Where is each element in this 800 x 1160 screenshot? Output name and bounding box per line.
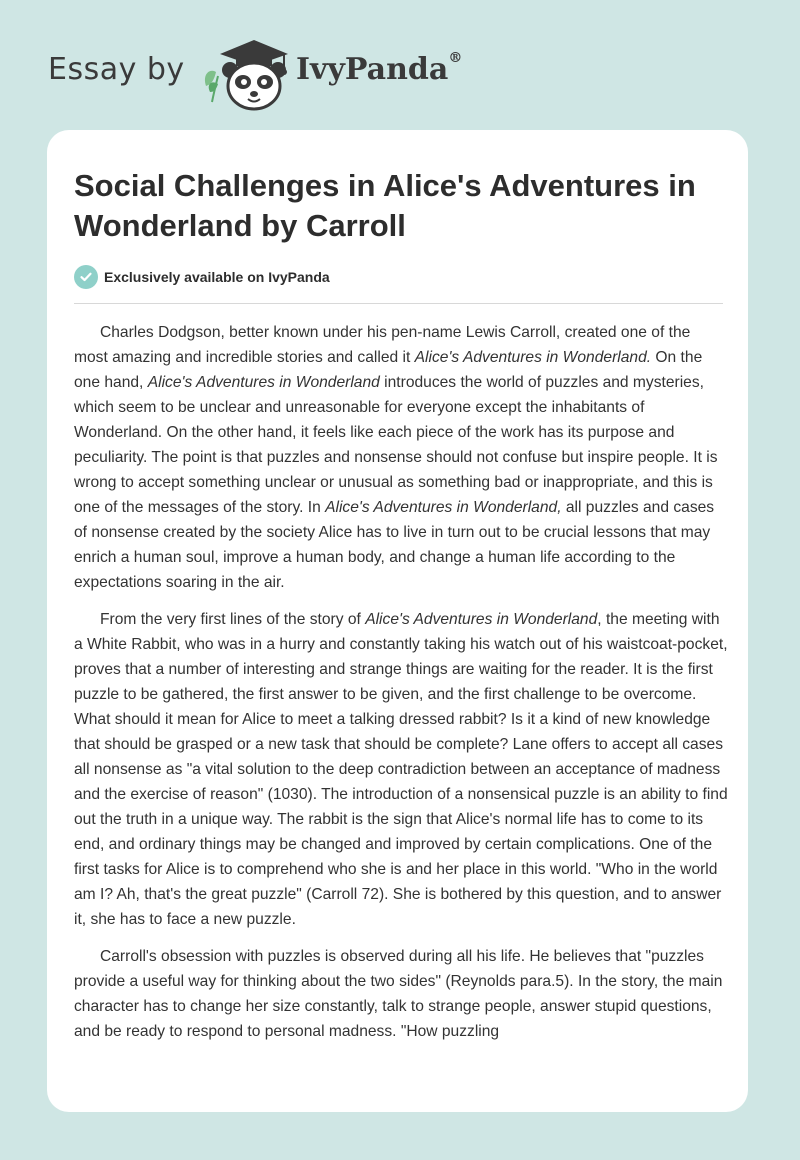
page-title: Social Challenges in Alice's Adventures in Wonderland by Carroll xyxy=(74,168,696,243)
site-header xyxy=(0,0,800,125)
check-circle-icon xyxy=(74,265,98,289)
essay-paragraph xyxy=(74,944,728,1044)
panda-graduate-icon xyxy=(200,36,292,112)
badge-text: Exclusively available on IvyPanda xyxy=(104,269,330,285)
italic-title-text: Alice's Adventures in Wonderland, xyxy=(325,499,562,516)
paragraph-text: , the meeting with a White Rabbit, who was in a hurry and constantly taking his watch out of his waistcoat-pocket, proves that a number of interesting and strange things are waiting for the reader. It is the first puzzle to be gathered, the first answer to be given, and the first challenge to be overcome. What should it mean for Alice to meet a talking dressed rabbit? Is it a kind of new knowledge that should be grasped or a new task that should be complete? Lane offers to accept all cases all nonsense as "a vital solution to the deep contradiction between an acceptance of madness and the exercise of reason" (1030). The introduction of a nonsensical puzzle is an ability to find out the truth in a unique way. The rabbit is the sign that Alice's normal life has to come to its end, and ordinary things may be changed and improved by certain complications. One of the first tasks for Alice is to comprehend who she is and her place in this world. "Who in the world am I? Ah, that's the great puzzle" (Carroll 72). She is bothered by this question, and to answer it, she has to face a new puzzle. xyxy=(74,611,728,928)
brand-name: IvyPanda® xyxy=(296,50,463,87)
paragraph-text: On the one hand, xyxy=(74,349,703,391)
essay-by-label: Essay by xyxy=(48,52,185,87)
exclusive-badge xyxy=(74,264,330,290)
essay-paragraph xyxy=(74,607,728,932)
italic-title-text: Alice's Adventures in Wonderland. xyxy=(414,349,652,366)
essay-paragraph xyxy=(74,320,728,595)
paragraph-text: Carroll's obsession with puzzles is observed during all his life. He believes that "puzzles provide a useful way for thinking about the two sides" (Reynolds para.5). In the story, the main character has to change her size constantly, talk to strange people, answer stupid questions, and be ready to respond to personal madness. "How puzzling xyxy=(74,948,723,1040)
paragraph-text: Charles Dodgson, better known under his pen-name Lewis Carroll, created one of the most amazing and incredible stories and called it xyxy=(74,324,691,366)
paragraph-text: From the very first lines of the story of xyxy=(100,611,366,628)
italic-title-text: Alice's Adventures in Wonderland xyxy=(147,374,380,391)
essay-card xyxy=(47,130,748,1112)
paragraph-text: introduces the world of puzzles and mysteries, which seem to be unclear and unreasonable for everyone except the inhabitants of Wonderland. On the other hand, it feels like each piece of the work has its purpose and peculiarity. The point is that puzzles and nonsense should not confuse but inspire people. It is wrong to accept something unclear or unusual as something bad or inappropriate, and this is one of the messages of the story. In xyxy=(74,374,718,516)
registered-mark: ® xyxy=(448,50,463,66)
essay-body xyxy=(74,320,728,1056)
divider xyxy=(74,303,723,304)
paragraph-text: all puzzles and cases of nonsense created by the society Alice has to live in turn out to be crucial lessons that may enrich a human soul, improve a human body, and change a human life according to the expectations soaring in the air. xyxy=(74,499,715,591)
italic-title-text: Alice's Adventures in Wonderland xyxy=(365,611,598,628)
